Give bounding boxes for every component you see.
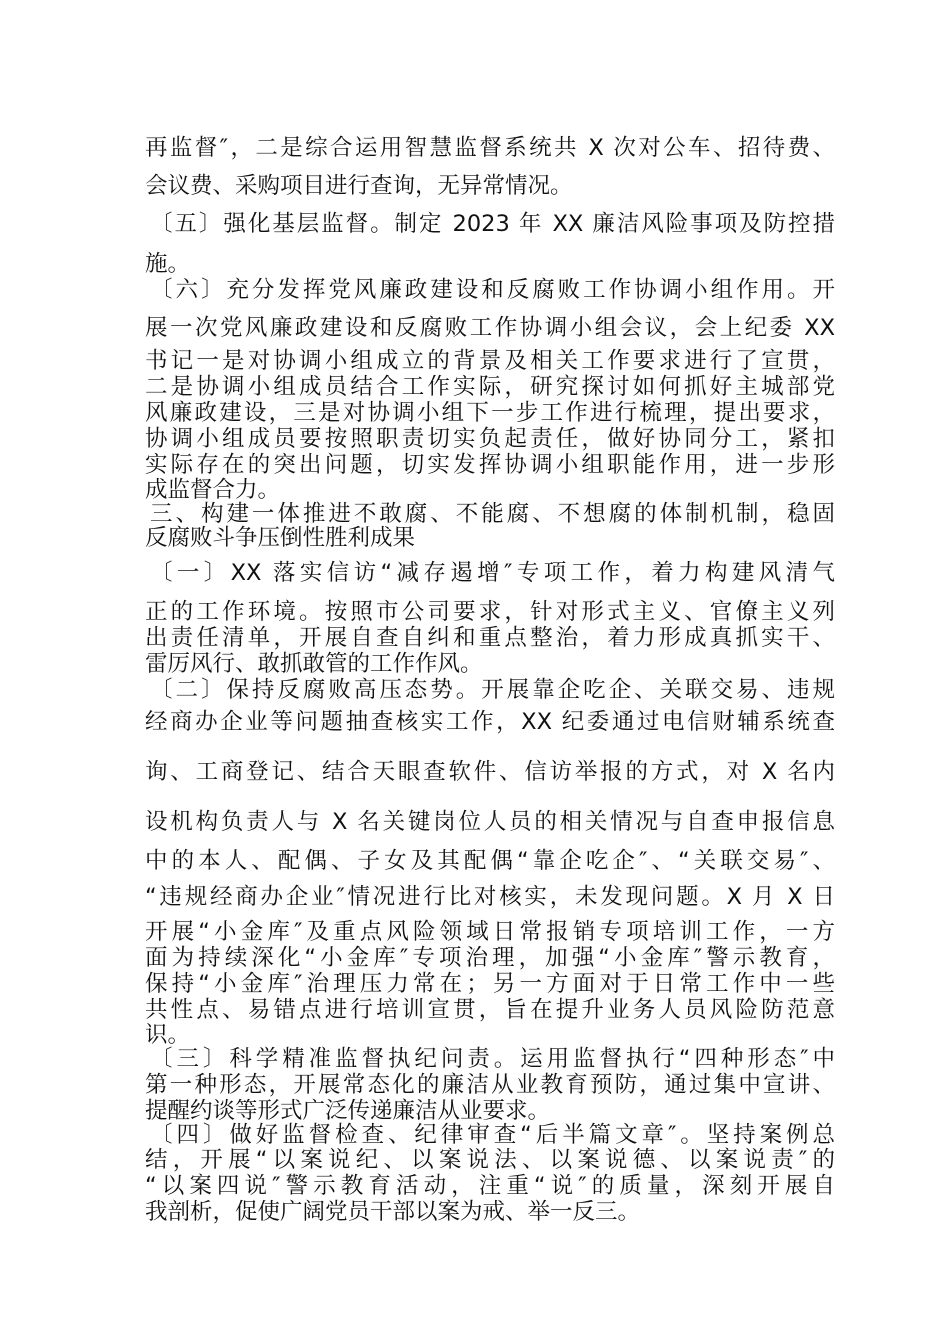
text-line: 第一种形态，开展常态化的廉洁从业教育预防，通过集中宣讲、 xyxy=(145,1072,835,1098)
text-line: 协调小组成员要按照职责切实负起责任，做好协同分工，紧扣 xyxy=(145,426,835,452)
text-line: 结，开展“以案说纪、以案说法、以案说德、以案说责″的 xyxy=(145,1147,835,1173)
text-line: 〔六〕充分发挥党风廉政建设和反腐败工作协调小组作用。开 xyxy=(150,277,835,303)
text-line: 识。 xyxy=(145,1022,191,1048)
text-line: “违规经商办企业″情况进行比对核实，未发现问题。X 月 X 日 xyxy=(145,884,835,910)
text-line: 询、工商登记、结合天眼查软件、信访举报的方式，对 X 名内 xyxy=(145,759,835,785)
text-line: 设机构负责人与 X 名关键岗位人员的相关情况与自查申报信息 xyxy=(145,809,835,835)
text-line: 展一次党风廉政建设和反腐败工作协调小组会议，会上纪委 XX xyxy=(145,315,835,341)
text-line: 出责任清单，开展自查自纠和重点整治，着力形成真抓实干、 xyxy=(145,625,835,651)
text-line: 〔二〕保持反腐败高压态势。开展靠企吃企、关联交易、违规 xyxy=(150,677,835,703)
section-heading: 反腐败斗争压倒性胜利成果 xyxy=(145,525,416,551)
text-line: 正的工作环境。按照市公司要求，针对形式主义、官僚主义列 xyxy=(145,599,835,625)
text-line: 〔一〕XX 落实信访“减存遏增″专项工作，着力构建风清气 xyxy=(150,560,835,586)
text-line: 经商办企业等问题抽查核实工作，XX 纪委通过电信财辅系统查 xyxy=(145,709,835,735)
text-line: 成监督合力。 xyxy=(145,477,281,503)
text-line: 面为持续深化“小金库″专项治理，加强“小金库″警示教育， xyxy=(145,945,835,971)
text-line: 提醒约谈等形式广泛传递廉洁从业要求。 xyxy=(145,1098,551,1124)
text-line: 实际存在的突出问题，切实发挥协调小组职能作用，进一步形 xyxy=(145,452,835,478)
text-line: 〔四〕做好监督检查、纪律审查“后半篇文章″。坚持案例总 xyxy=(150,1122,835,1148)
text-line: “以案四说″警示教育活动，注重“说″的质量，深刻开展自 xyxy=(145,1173,835,1199)
text-line: 雷厉风行、敢抓敢管的工作作风。 xyxy=(145,651,483,677)
text-line: 我剖析，促使广阔党员干部以案为戒、举一反三。 xyxy=(145,1199,641,1225)
text-line: 开展“小金库″及重点风险领域日常报销专项培训工作，一方 xyxy=(145,919,835,945)
text-line: 中的本人、配偶、子女及其配偶“靠企吃企″、“关联交易″、 xyxy=(145,848,835,874)
text-line: 共性点、易错点进行培训宣贯，旨在提升业务人员风险防范意 xyxy=(145,997,835,1023)
text-line: 〔三〕科学精准监督执纪问责。运用监督执行“四种形态″中 xyxy=(150,1046,835,1072)
text-line: 二是协调小组成员结合工作实际，研究探讨如何抓好主城部党 xyxy=(145,374,835,400)
text-line: 〔五〕强化基层监督。制定 2023 年 XX 廉洁风险事项及防控措 xyxy=(150,211,835,237)
text-line: 再监督″，二是综合运用智慧监督系统共 X 次对公车、招待费、 xyxy=(145,135,835,161)
text-line: 风廉政建设，三是对协调小组下一步工作进行梳理，提出要求， xyxy=(145,400,835,426)
text-line: 书记一是对协调小组成立的背景及相关工作要求进行了宣贯， xyxy=(145,348,835,374)
text-line: 保持“小金库″治理压力常在；另一方面对于日常工作中一些 xyxy=(145,971,835,997)
section-heading: 三、构建一体推进不敢腐、不能腐、不想腐的体制机制，稳固 xyxy=(150,501,835,527)
text-line: 施。 xyxy=(145,251,191,277)
text-line: 会议费、采购项目进行查询，无异常情况。 xyxy=(145,173,573,199)
